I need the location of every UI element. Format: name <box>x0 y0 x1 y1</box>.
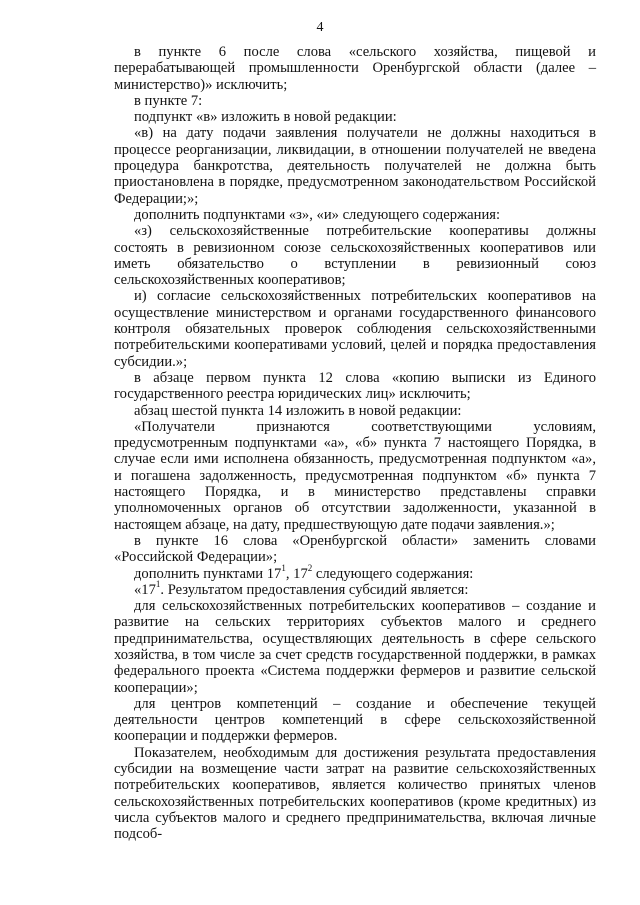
p12-sup1: 1 <box>281 562 286 573</box>
paragraph-12 <box>114 562 596 582</box>
p13-sup1: 1 <box>155 578 161 589</box>
paragraph-5: дополнить подпунктами «з», «и» следующего содержания: <box>134 206 501 223</box>
p12-before: дополнить пунктами 17 <box>134 565 282 582</box>
paragraph-11: в пункте 16 слова «Оренбургской области» заменить словами «Российской Федерации»; <box>114 532 596 566</box>
paragraph-2: в пункте 7: <box>134 92 203 109</box>
page-number: 4 <box>316 20 324 35</box>
paragraph-7: и) согласие сельскохозяйственных потребительских кооперативов на осуществление министерством и органами государственного финансового контроля обязательных проверок соблюдения сельскохозяйственными потребительскими кооперативами условий, целей и порядка предоставления субсидии.»; <box>114 288 596 370</box>
document-body <box>114 44 596 843</box>
paragraph-14: для сельскохозяйственных потребительских кооперативов – создание и развитие на сельских территориях субъектов малого и среднего предпринимательства, осуществляющих деятельность в сфере сельского хозяйства, в том числе за счет средств государственной поддержки, в рамках федерального проекта «Система поддержки фермеров и развитие сельской кооперации»; <box>114 598 596 696</box>
p12-after: следующего содержания: <box>312 565 474 582</box>
paragraph-13 <box>114 578 596 598</box>
paragraph-15: для центров компетенций – создание и обеспечение текущей деятельности центров компетенций в сфере сельскохозяйственной кооперации и поддержки фермеров. <box>114 695 596 745</box>
paragraph-9: абзац шестой пункта 14 изложить в новой редакции: <box>134 402 462 419</box>
p12-sup2: 2 <box>307 562 313 573</box>
paragraph-1: в пункте 6 после слова «сельского хозяйства, пищевой и перерабатывающей промышленности Оренбургской области (далее – министерство)» исключить; <box>114 44 596 93</box>
paragraph-10: «Получатели признаются соответствующими условиям, предусмотренным подпунктами «а», «б» пункта 7 настоящего Порядка, в случае если ими исполнена обязанность, предусмотренная подпунктом «а», и погашена задолженность, предусмотренная подпунктом «б» пункта 7 настоящего Порядка, и в министерство представлены справки уполномоченных органов об отсутствии задолженности, указанной в настоящем абзаце, на дату, предшествующую дате подачи заявления.»; <box>114 418 596 533</box>
paragraph-16: Показателем, необходимым для достижения результата предоставления субсидии на возмещение части затрат на развитие сельскохозяйственных потребительских кооперативов, является количество принятых членов сельскохозяйственных потребительских кооперативов (кроме кредитных) из числа субъектов малого и среднего предпринимательства, включая личные подсоб- <box>114 744 596 843</box>
paragraph-4: «в) на дату подачи заявления получатели не должны находиться в процессе реорганизации, ликвидации, в отношении получателей не введена процедура банкротства, деятельность получателей не должна быть приостановлена в порядке, предусмотренном законодательством Российской Федерации;»; <box>114 125 596 207</box>
paragraph-8: в абзаце первом пункта 12 слова «копию выписки из Единого государственного реестра юридических лиц» исключить; <box>114 369 596 403</box>
p13-after: . Результатом предоставления субсидий является: <box>160 581 469 598</box>
paragraph-3: подпункт «в» изложить в новой редакции: <box>134 109 397 126</box>
p13-before: «17 <box>134 581 156 598</box>
paragraph-6: «з) сельскохозяйственные потребительские кооперативы должны состоять в ревизионном союзе сельскохозяйственных кооперативов или иметь обязательство о вступлении в ревизионный союз сельскохозяйственных кооперативов; <box>114 223 596 289</box>
p12-mid: , 17 <box>285 565 308 582</box>
